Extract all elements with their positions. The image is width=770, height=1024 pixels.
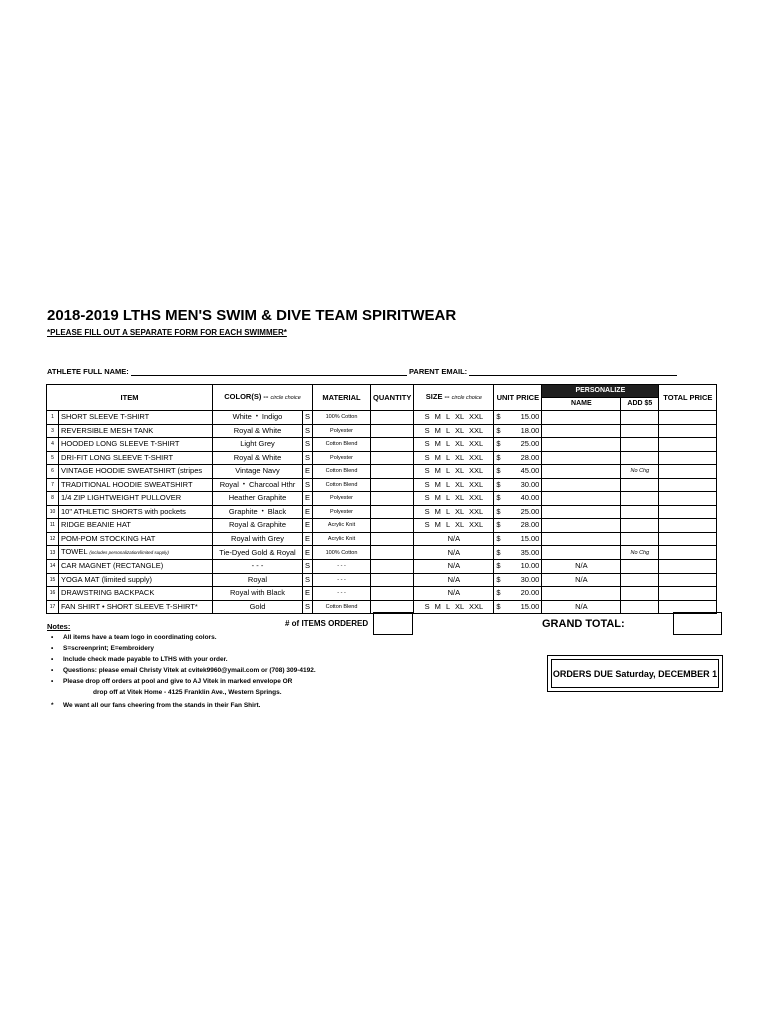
note-item: • Please drop off orders at pool and give to AJ Vitek in marked envelope OR — [51, 678, 293, 685]
item-name: CAR MAGNET (RECTANGLE) — [59, 560, 213, 574]
unit-price: 45.00 — [504, 465, 542, 479]
material-header: MATERIAL — [313, 385, 371, 411]
note-item: • All items have a team logo in coordinating colors. — [51, 634, 217, 641]
material: Cotton Blend — [313, 600, 371, 614]
quantity-header: QUANTITY — [371, 385, 414, 411]
item-name: FAN SHIRT • SHORT SLEEVE T-SHIRT* — [59, 600, 213, 614]
athlete-name-label: ATHLETE FULL NAME: — [47, 367, 129, 376]
total-price-input[interactable] — [659, 451, 717, 465]
material: Cotton Blend — [313, 465, 371, 479]
quantity-input[interactable] — [371, 438, 414, 452]
personalize-add-input[interactable]: No Chg — [621, 546, 659, 560]
size-choices[interactable]: S M L XL XXL — [414, 492, 494, 506]
row-number: 11 — [47, 519, 59, 533]
currency-symbol: $ — [494, 424, 504, 438]
size-choices[interactable]: N/A — [414, 560, 494, 574]
item-name: SHORT SLEEVE T-SHIRT — [59, 411, 213, 425]
item-name: TRADITIONAL HOODIE SWEATSHIRT — [59, 478, 213, 492]
row-number: 13 — [47, 546, 59, 560]
material: Acrylic Knit — [313, 532, 371, 546]
item-name: RIDGE BEANIE HAT — [59, 519, 213, 533]
row-number: 16 — [47, 587, 59, 601]
orders-due-box — [547, 655, 723, 692]
color-choices[interactable]: - - - — [213, 560, 303, 574]
grand-total-label: GRAND TOTAL: — [542, 618, 625, 630]
currency-symbol: $ — [494, 519, 504, 533]
table-row — [47, 478, 717, 492]
table-row — [47, 573, 717, 587]
personalize-name-input[interactable] — [542, 438, 621, 452]
size-choices[interactable]: S M L XL XXL — [414, 505, 494, 519]
decoration-code: S — [303, 451, 313, 465]
total-price-input[interactable] — [659, 573, 717, 587]
item-name: DRAWSTRING BACKPACK — [59, 587, 213, 601]
name-header: NAME — [542, 398, 621, 411]
unit-price: 15.00 — [504, 600, 542, 614]
item-name: 1/4 ZIP LIGHTWEIGHT PULLOVER — [59, 492, 213, 506]
size-choices[interactable]: S M L XL XXL — [414, 451, 494, 465]
unit-price: 15.00 — [504, 411, 542, 425]
quantity-input[interactable] — [371, 411, 414, 425]
personalize-add-input[interactable] — [621, 519, 659, 533]
order-table — [46, 384, 717, 614]
unit-price: 18.00 — [504, 424, 542, 438]
quantity-input[interactable] — [371, 532, 414, 546]
personalize-name-input[interactable] — [542, 546, 621, 560]
material: 100% Cotton — [313, 546, 371, 560]
decoration-code: E — [303, 505, 313, 519]
decoration-code: S — [303, 573, 313, 587]
size-choices[interactable]: N/A — [414, 546, 494, 560]
notes-list — [47, 634, 316, 709]
size-choices[interactable]: S M L XL XXL — [414, 600, 494, 614]
item-name: DRI-FIT LONG SLEEVE T-SHIRT — [59, 451, 213, 465]
material: 100% Cotton — [313, 411, 371, 425]
item-name: HOODED LONG SLEEVE T-SHIRT — [59, 438, 213, 452]
table-row — [47, 411, 717, 425]
material: Acrylic Knit — [313, 519, 371, 533]
total-price-input[interactable] — [659, 424, 717, 438]
grand-total-input[interactable] — [673, 612, 722, 635]
total-price-input[interactable] — [659, 560, 717, 574]
color-choices[interactable]: Graphite • Black — [213, 505, 303, 519]
row-number: 15 — [47, 573, 59, 587]
quantity-input[interactable] — [371, 519, 414, 533]
note-item: • S=screenprint; E=embroidery — [51, 645, 155, 652]
size-choices[interactable]: S M L XL XXL — [414, 478, 494, 492]
personalize-add-input[interactable] — [621, 560, 659, 574]
athlete-name-field[interactable] — [131, 366, 407, 376]
currency-symbol: $ — [494, 532, 504, 546]
personalize-add-input[interactable] — [621, 478, 659, 492]
personalize-add-input[interactable] — [621, 438, 659, 452]
personalize-name-input[interactable]: N/A — [542, 560, 621, 574]
size-choices[interactable]: S M L XL XXL — [414, 424, 494, 438]
personalize-add-input[interactable]: No Chg — [621, 465, 659, 479]
quantity-input[interactable] — [371, 505, 414, 519]
material: Polyester — [313, 492, 371, 506]
quantity-input[interactable] — [371, 587, 414, 601]
row-number: 12 — [47, 532, 59, 546]
table-row — [47, 424, 717, 438]
colors-header: COLOR(S) -- circle choice — [213, 385, 313, 411]
color-choices[interactable]: Royal with Black — [213, 587, 303, 601]
quantity-input[interactable] — [371, 451, 414, 465]
material: - - - — [313, 587, 371, 601]
items-ordered-label: # of ITEMS ORDERED — [285, 619, 369, 628]
parent-email-label: PARENT EMAIL: — [408, 367, 468, 376]
decoration-code: E — [303, 546, 313, 560]
size-choices[interactable]: S M L XL XXL — [414, 465, 494, 479]
personalize-add-input[interactable] — [621, 451, 659, 465]
row-number: 6 — [47, 465, 59, 479]
row-number: 4 — [47, 438, 59, 452]
item-name: REVERSIBLE MESH TANK — [59, 424, 213, 438]
quantity-input[interactable] — [371, 424, 414, 438]
notes-title: Notes: — [47, 622, 71, 631]
color-choices[interactable]: Royal & Graphite — [213, 519, 303, 533]
decoration-code: S — [303, 438, 313, 452]
item-name: YOGA MAT (limited supply) — [59, 573, 213, 587]
color-choices[interactable]: Light Grey — [213, 438, 303, 452]
unit-price: 40.00 — [504, 492, 542, 506]
color-choices[interactable]: White • Indigo — [213, 411, 303, 425]
table-row — [47, 451, 717, 465]
note-item: • Include check made payable to LTHS with your order. — [51, 656, 228, 663]
row-number: 7 — [47, 478, 59, 492]
material: Polyester — [313, 451, 371, 465]
item-name: VINTAGE HOODIE SWEATSHIRT (stripes — [59, 465, 213, 479]
personalize-name-input[interactable] — [542, 519, 621, 533]
personalize-name-input[interactable] — [542, 505, 621, 519]
quantity-input[interactable] — [371, 465, 414, 479]
currency-symbol: $ — [494, 505, 504, 519]
unit-price: 25.00 — [504, 438, 542, 452]
unit-price: 15.00 — [504, 532, 542, 546]
material: Cotton Blend — [313, 438, 371, 452]
unit-price: 10.00 — [504, 560, 542, 574]
unit-price: 30.00 — [504, 573, 542, 587]
row-number: 3 — [47, 424, 59, 438]
currency-symbol: $ — [494, 573, 504, 587]
quantity-input[interactable] — [371, 573, 414, 587]
unit-price: 28.00 — [504, 519, 542, 533]
total-price-input[interactable] — [659, 587, 717, 601]
material: - - - — [313, 573, 371, 587]
info-row — [47, 366, 697, 376]
personalize-add-input[interactable] — [621, 573, 659, 587]
size-choices[interactable]: N/A — [414, 532, 494, 546]
material: Polyester — [313, 505, 371, 519]
total-price-input[interactable] — [659, 519, 717, 533]
size-header: SIZE -- circle choice — [414, 385, 494, 411]
personalize-add-input[interactable] — [621, 532, 659, 546]
unit-price: 30.00 — [504, 478, 542, 492]
decoration-code: S — [303, 478, 313, 492]
unit-price: 20.00 — [504, 587, 542, 601]
quantity-input[interactable] — [371, 560, 414, 574]
table-row — [47, 587, 717, 601]
personalize-name-input[interactable] — [542, 492, 621, 506]
form-title: 2018-2019 LTHS MEN'S SWIM & DIVE TEAM SPIRITWEAR — [47, 307, 457, 324]
personalize-add-input[interactable] — [621, 505, 659, 519]
total-price-input[interactable] — [659, 411, 717, 425]
personalize-name-input[interactable]: N/A — [542, 600, 621, 614]
personalize-name-input[interactable] — [542, 478, 621, 492]
table-row — [47, 546, 717, 560]
note-item: drop off at Vitek Home - 4125 Franklin Ave., Western Springs. — [93, 689, 282, 696]
table-row — [47, 560, 717, 574]
quantity-input[interactable] — [371, 492, 414, 506]
color-choices[interactable]: Gold — [213, 600, 303, 614]
total-price-input[interactable] — [659, 546, 717, 560]
personalize-add-input[interactable] — [621, 411, 659, 425]
currency-symbol: $ — [494, 600, 504, 614]
total-price-input[interactable] — [659, 438, 717, 452]
currency-symbol: $ — [494, 438, 504, 452]
currency-symbol: $ — [494, 587, 504, 601]
form-subtitle: *PLEASE FILL OUT A SEPARATE FORM FOR EACH SWIMMER* — [47, 328, 287, 337]
material: - - - — [313, 560, 371, 574]
orders-due-text: ORDERS DUE Saturday, DECEMBER 1 — [551, 659, 719, 688]
parent-email-field[interactable] — [469, 366, 677, 376]
color-choices[interactable]: Heather Graphite — [213, 492, 303, 506]
add5-header: ADD $5 — [621, 398, 659, 411]
total-price-input[interactable] — [659, 505, 717, 519]
personalize-name-input[interactable] — [542, 451, 621, 465]
decoration-code: E — [303, 492, 313, 506]
personalize-add-input[interactable] — [621, 492, 659, 506]
total-price-input[interactable] — [659, 492, 717, 506]
item-name: POM-POM STOCKING HAT — [59, 532, 213, 546]
personalize-add-input[interactable] — [621, 424, 659, 438]
size-choices[interactable]: N/A — [414, 573, 494, 587]
color-choices[interactable]: Royal • Charcoal Hthr — [213, 478, 303, 492]
table-row — [47, 438, 717, 452]
decoration-code: E — [303, 587, 313, 601]
items-ordered-input[interactable] — [373, 612, 413, 635]
table-row — [47, 465, 717, 479]
table-row — [47, 532, 717, 546]
color-choices[interactable]: Tie-Dyed Gold & Royal — [213, 546, 303, 560]
personalize-name-input[interactable] — [542, 424, 621, 438]
decoration-code: S — [303, 600, 313, 614]
quantity-input[interactable] — [371, 478, 414, 492]
color-choices[interactable]: Royal — [213, 573, 303, 587]
notes-section — [47, 622, 316, 713]
personalize-add-input[interactable] — [621, 600, 659, 614]
total-price-input[interactable] — [659, 532, 717, 546]
size-choices[interactable]: S M L XL XXL — [414, 411, 494, 425]
row-number: 8 — [47, 492, 59, 506]
currency-symbol: $ — [494, 465, 504, 479]
decoration-code: S — [303, 560, 313, 574]
row-number: 10 — [47, 505, 59, 519]
item-name: TOWEL (includes personalization/limited supply) — [59, 546, 213, 560]
total-price-header: TOTAL PRICE — [659, 385, 717, 411]
personalize-header: PERSONALIZE — [542, 385, 659, 398]
decoration-code: E — [303, 519, 313, 533]
decoration-code: S — [303, 424, 313, 438]
currency-symbol: $ — [494, 451, 504, 465]
item-header: ITEM — [47, 385, 213, 411]
decoration-code: E — [303, 465, 313, 479]
note-item: • Questions: please email Christy Vitek at cvitek9960@ymail.com or (708) 309-4192. — [51, 667, 316, 674]
unit-price: 35.00 — [504, 546, 542, 560]
size-choices[interactable]: N/A — [414, 587, 494, 601]
personalize-add-input[interactable] — [621, 587, 659, 601]
table-row — [47, 505, 717, 519]
personalize-name-input[interactable] — [542, 411, 621, 425]
material: Cotton Blend — [313, 478, 371, 492]
currency-symbol: $ — [494, 478, 504, 492]
size-choices[interactable]: S M L XL XXL — [414, 438, 494, 452]
table-row — [47, 519, 717, 533]
row-number: 17 — [47, 600, 59, 614]
quantity-input[interactable] — [371, 546, 414, 560]
currency-symbol: $ — [494, 560, 504, 574]
item-name: 10" ATHLETIC SHORTS with pockets — [59, 505, 213, 519]
total-price-input[interactable] — [659, 465, 717, 479]
material: Polyester — [313, 424, 371, 438]
decoration-code: E — [303, 532, 313, 546]
note-item: * We want all our fans cheering from the stands in their Fan Shirt. — [51, 702, 261, 709]
size-choices[interactable]: S M L XL XXL — [414, 519, 494, 533]
color-choices[interactable]: Royal with Grey — [213, 532, 303, 546]
unit-price-header: UNIT PRICE — [494, 385, 542, 411]
currency-symbol: $ — [494, 411, 504, 425]
color-choices[interactable]: Royal & White — [213, 451, 303, 465]
personalize-name-input[interactable] — [542, 587, 621, 601]
personalize-name-input[interactable] — [542, 465, 621, 479]
color-choices[interactable]: Royal & White — [213, 424, 303, 438]
personalize-name-input[interactable]: N/A — [542, 573, 621, 587]
currency-symbol: $ — [494, 492, 504, 506]
table-row — [47, 492, 717, 506]
color-choices[interactable]: Vintage Navy — [213, 465, 303, 479]
row-number: 14 — [47, 560, 59, 574]
row-number: 1 — [47, 411, 59, 425]
unit-price: 28.00 — [504, 451, 542, 465]
decoration-code: S — [303, 411, 313, 425]
total-price-input[interactable] — [659, 478, 717, 492]
unit-price: 25.00 — [504, 505, 542, 519]
currency-symbol: $ — [494, 546, 504, 560]
personalize-name-input[interactable] — [542, 532, 621, 546]
row-number: 5 — [47, 451, 59, 465]
